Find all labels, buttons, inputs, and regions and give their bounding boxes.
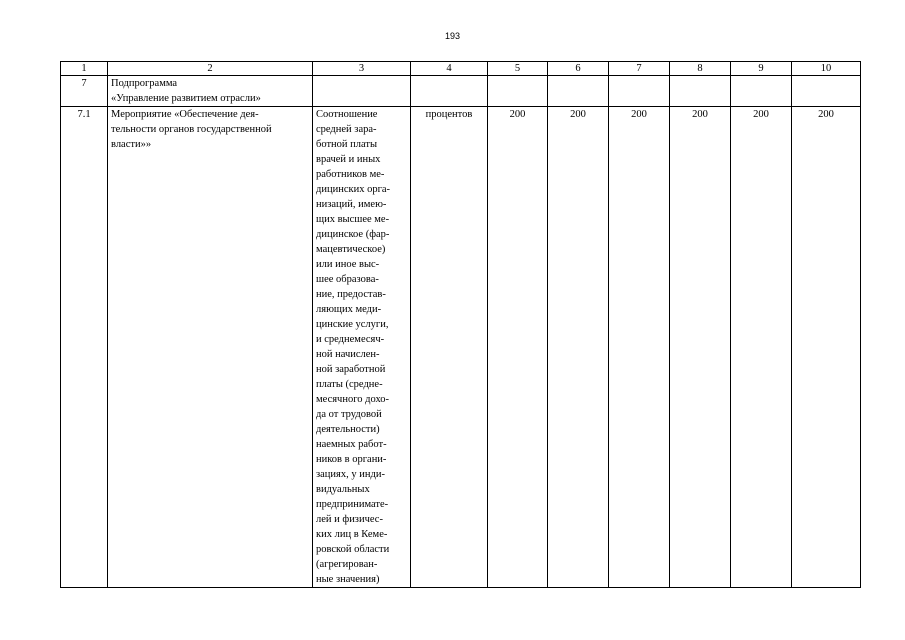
row-number: 7: [61, 76, 108, 107]
empty-cell: [313, 76, 411, 107]
column-header: 1: [61, 62, 108, 76]
column-header: 5: [488, 62, 548, 76]
column-header: 2: [108, 62, 313, 76]
empty-cell: [411, 76, 488, 107]
value-cell: 200: [548, 107, 609, 588]
value-cell: 200: [488, 107, 548, 588]
column-header: 8: [670, 62, 731, 76]
indicator-name: Соотношение средней зара- ботной платы врачей и иных работников ме- дицинских орга- низаций, имею- щих высшее ме- дицинское (фар- мацевтическое) или иное выс- шее образова- ние, предостав- ляющих меди- цинские услуги, и среднемесяч- ной начислен- ной заработной платы (средне- месячного дохо- да от трудовой деятельности) наемных работ- ников в органи- зациях, у инди- видуальных предпринимате- лей и физичес- ких лиц в Кеме- ровской области (агрегирован- ные значения): [313, 107, 411, 588]
empty-cell: [488, 76, 548, 107]
program-table: [60, 61, 861, 588]
measure-row: [61, 107, 861, 588]
value-cell: 200: [609, 107, 670, 588]
empty-cell: [548, 76, 609, 107]
empty-cell: [670, 76, 731, 107]
empty-cell: [609, 76, 670, 107]
value-cell: 200: [792, 107, 861, 588]
column-header: 3: [313, 62, 411, 76]
column-header: 6: [548, 62, 609, 76]
row-number: 7.1: [61, 107, 108, 588]
column-header: 4: [411, 62, 488, 76]
column-header: 9: [731, 62, 792, 76]
subprogram-name: Подпрограмма «Управление развитием отрасли»: [108, 76, 313, 107]
subprogram-row: [61, 76, 861, 107]
empty-cell: [731, 76, 792, 107]
measure-name: Мероприятие «Обеспечение дея- тельности органов государственной власти»»: [108, 107, 313, 588]
column-header: 7: [609, 62, 670, 76]
column-header: 10: [792, 62, 861, 76]
value-cell: 200: [731, 107, 792, 588]
value-cell: 200: [670, 107, 731, 588]
empty-cell: [792, 76, 861, 107]
page-number: 193: [444, 31, 461, 41]
unit-cell: процентов: [411, 107, 488, 588]
column-number-row: [61, 62, 861, 76]
